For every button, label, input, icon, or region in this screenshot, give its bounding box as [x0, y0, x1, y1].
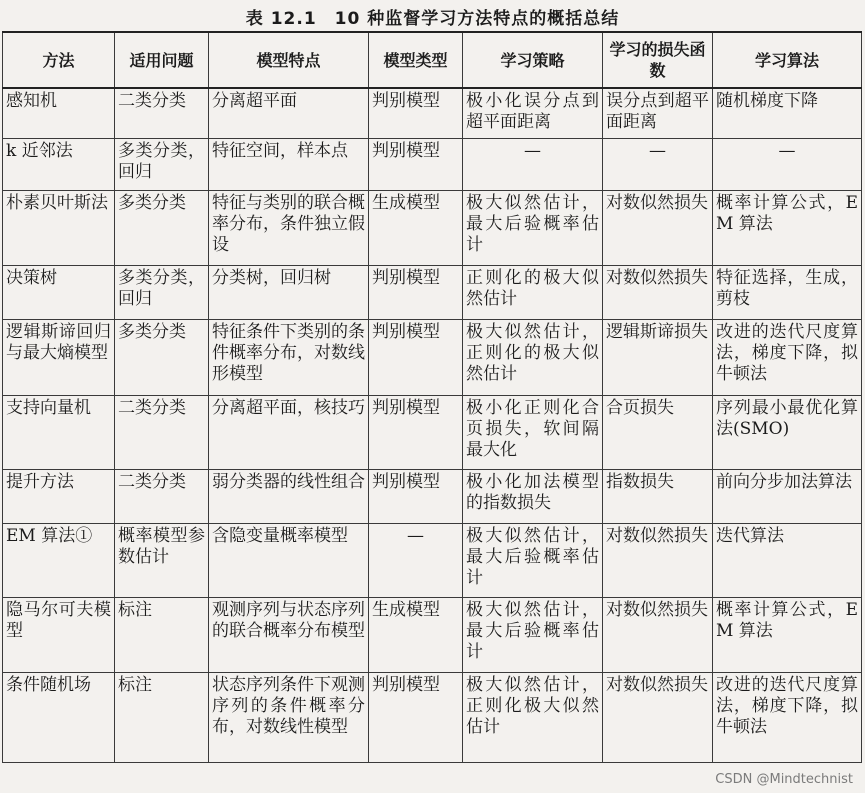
cell-loss: 对数似然损失 [603, 190, 713, 265]
cell-model-type: 判别模型 [369, 395, 463, 469]
table-row [3, 138, 862, 190]
cell-model-features: 特征条件下类别的条件概率分布，对数线形模型 [209, 319, 369, 395]
cell-problem: 二类分类 [115, 469, 209, 523]
cell-model-type: — [369, 523, 463, 597]
cell-method: 隐马尔可夫模型 [3, 597, 115, 672]
cell-method: 朴素贝叶斯法 [3, 190, 115, 265]
cell-model-features: 分类树，回归树 [209, 265, 369, 319]
table-row [3, 523, 862, 597]
cell-strategy: 极小化正则化合页损失，软间隔最大化 [463, 395, 603, 469]
cell-problem: 多类分类，回归 [115, 138, 209, 190]
cell-loss: 对数似然损失 [603, 523, 713, 597]
cell-problem: 标注 [115, 672, 209, 762]
cell-method: 支持向量机 [3, 395, 115, 469]
header-model-features: 模型特点 [209, 32, 369, 88]
cell-strategy: 极大似然估计，正则化极大似然估计 [463, 672, 603, 762]
cell-method: EM 算法① [3, 523, 115, 597]
cell-model-features: 观测序列与状态序列的联合概率分布模型 [209, 597, 369, 672]
table-row [3, 190, 862, 265]
cell-method: 感知机 [3, 88, 115, 138]
cell-model-features: 分离超平面，核技巧 [209, 395, 369, 469]
cell-algorithm: 序列最小最优化算法(SMO) [713, 395, 862, 469]
table-caption: 表 12.1 10 种监督学习方法特点的概括总结 [245, 9, 620, 29]
cell-model-features: 分离超平面 [209, 88, 369, 138]
table-row [3, 597, 862, 672]
cell-problem: 多类分类 [115, 190, 209, 265]
cell-loss: 指数损失 [603, 469, 713, 523]
cell-loss: 对数似然损失 [603, 265, 713, 319]
cell-problem: 二类分类 [115, 88, 209, 138]
header-loss: 学习的损失函数 [603, 32, 713, 88]
cell-strategy: 极大似然估计，最大后验概率估计 [463, 190, 603, 265]
cell-model-features: 特征空间，样本点 [209, 138, 369, 190]
header-problem: 适用问题 [115, 32, 209, 88]
methods-summary-table [2, 31, 862, 763]
cell-loss: 误分点到超平面距离 [603, 88, 713, 138]
table-row [3, 319, 862, 395]
cell-algorithm: 改进的迭代尺度算法，梯度下降，拟牛顿法 [713, 319, 862, 395]
cell-method: k 近邻法 [3, 138, 115, 190]
table-row [3, 88, 862, 138]
cell-problem: 多类分类，回归 [115, 265, 209, 319]
cell-strategy: 正则化的极大似然估计 [463, 265, 603, 319]
cell-method: 提升方法 [3, 469, 115, 523]
cell-model-features: 含隐变量概率模型 [209, 523, 369, 597]
cell-method: 条件随机场 [3, 672, 115, 762]
header-algorithm: 学习算法 [713, 32, 862, 88]
cell-model-type: 判别模型 [369, 469, 463, 523]
cell-strategy: 极小化加法模型的指数损失 [463, 469, 603, 523]
cell-loss: 合页损失 [603, 395, 713, 469]
cell-loss: 对数似然损失 [603, 672, 713, 762]
cell-model-features: 弱分类器的线性组合 [209, 469, 369, 523]
table-row [3, 469, 862, 523]
cell-algorithm: 随机梯度下降 [713, 88, 862, 138]
cell-algorithm: 前向分步加法算法 [713, 469, 862, 523]
cell-algorithm: 概率计算公式，EM 算法 [713, 190, 862, 265]
cell-loss: — [603, 138, 713, 190]
cell-strategy: 极小化误分点到超平面距离 [463, 88, 603, 138]
table-header-row [3, 32, 862, 88]
cell-model-type: 判别模型 [369, 265, 463, 319]
cell-model-type: 判别模型 [369, 138, 463, 190]
cell-problem: 多类分类 [115, 319, 209, 395]
cell-algorithm: — [713, 138, 862, 190]
table-row [3, 265, 862, 319]
header-method: 方法 [3, 32, 115, 88]
cell-model-features: 特征与类别的联合概率分布，条件独立假设 [209, 190, 369, 265]
cell-problem: 二类分类 [115, 395, 209, 469]
cell-algorithm: 概率计算公式，EM 算法 [713, 597, 862, 672]
cell-strategy: — [463, 138, 603, 190]
cell-model-type: 判别模型 [369, 88, 463, 138]
cell-algorithm: 改进的迭代尺度算法，梯度下降，拟牛顿法 [713, 672, 862, 762]
cell-model-features: 状态序列条件下观测序列的条件概率分布，对数线性模型 [209, 672, 369, 762]
cell-method: 逻辑斯谛回归与最大熵模型 [3, 319, 115, 395]
cell-model-type: 判别模型 [369, 672, 463, 762]
cell-model-type: 生成模型 [369, 190, 463, 265]
cell-loss: 逻辑斯谛损失 [603, 319, 713, 395]
cell-strategy: 极大似然估计，最大后验概率估计 [463, 523, 603, 597]
cell-model-type: 生成模型 [369, 597, 463, 672]
header-model-type: 模型类型 [369, 32, 463, 88]
cell-strategy: 极大似然估计，正则化的极大似然估计 [463, 319, 603, 395]
header-strategy: 学习策略 [463, 32, 603, 88]
cell-problem: 标注 [115, 597, 209, 672]
cell-algorithm: 特征选择，生成，剪枝 [713, 265, 862, 319]
table-row [3, 395, 862, 469]
cell-loss: 对数似然损失 [603, 597, 713, 672]
cell-algorithm: 迭代算法 [713, 523, 862, 597]
cell-model-type: 判别模型 [369, 319, 463, 395]
table-row [3, 672, 862, 762]
cell-problem: 概率模型参数估计 [115, 523, 209, 597]
cell-method: 决策树 [3, 265, 115, 319]
watermark: CSDN @Mindtechnist [715, 772, 853, 787]
cell-strategy: 极大似然估计，最大后验概率估计 [463, 597, 603, 672]
